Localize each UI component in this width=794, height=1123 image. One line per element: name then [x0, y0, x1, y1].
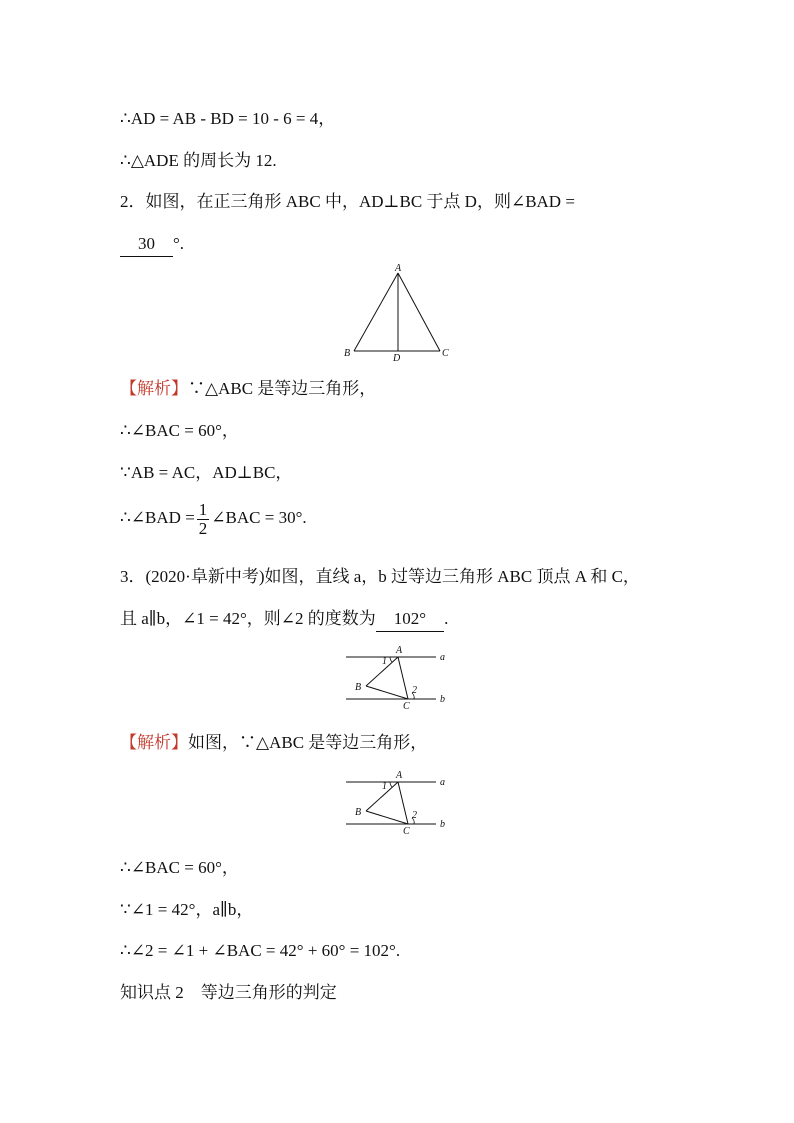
solution-line-3: ∵AB = AC，AD⊥BC，: [120, 463, 293, 482]
analysis-label: 【解析】: [120, 733, 188, 752]
question-2-answer-line: [120, 232, 184, 257]
analysis-label: 【解析】: [120, 379, 188, 398]
solution-text: ∴∠BAD =: [120, 508, 195, 527]
figure-equilateral-triangle-altitude: [340, 260, 455, 366]
angle-label-1: 1: [382, 781, 387, 792]
label-b: B: [355, 807, 362, 818]
line-label-b: b: [440, 819, 445, 830]
question-text: 且 a∥b，∠1 = 42°，则∠2 的度数为: [120, 609, 376, 628]
fraction-one-half: [197, 501, 210, 538]
period: .: [444, 609, 449, 628]
label-b: B: [344, 348, 351, 359]
figure-parallel-lines-triangle-copy: [340, 767, 455, 837]
question-2-text: 2．如图，在正三角形 ABC 中，AD⊥BC 于点 D，则∠BAD =: [120, 192, 575, 211]
solution-line-6: ∴∠BAC = 60°，: [120, 858, 239, 877]
solution-text: ∠BAC = 30°.: [211, 508, 307, 527]
solution-text: 如图，∵△ABC 是等边三角形，: [188, 733, 428, 752]
angle-label-2: 2: [412, 810, 417, 821]
angle-label-2: 2: [412, 685, 417, 696]
solution-line-4: [120, 500, 307, 538]
solution-text: ∵△ABC 是等边三角形，: [188, 379, 377, 398]
section-heading: 知识点 2 等边三角形的判定: [120, 983, 337, 1002]
label-b: B: [355, 682, 362, 693]
question-3-text: 3．(2020·阜新中考)如图，直线 a，b 过等边三角形 ABC 顶点 A 和 C，: [120, 567, 640, 586]
label-d: D: [393, 353, 401, 364]
solution-line-1: [120, 377, 376, 401]
fraction-numerator: 1: [198, 499, 208, 519]
question-3-text-2: [120, 607, 448, 632]
label-a: A: [395, 263, 402, 274]
label-a: A: [396, 645, 403, 656]
question-2-answer: 30: [120, 232, 173, 257]
fraction-denominator: 2: [198, 518, 208, 538]
label-a: A: [396, 770, 403, 781]
line-label-a: a: [440, 777, 445, 788]
angle-label-1: 1: [382, 656, 387, 667]
label-c: C: [442, 348, 449, 359]
label-c: C: [403, 826, 410, 837]
solution-line-2: ∴∠BAC = 60°，: [120, 421, 239, 440]
solution-line-8: ∴∠2 = ∠1 + ∠BAC = 42° + 60° = 102°.: [120, 941, 401, 960]
question-3-answer: 102°: [376, 607, 444, 632]
solution-line-7: ∵∠1 = 42°，a∥b，: [120, 900, 254, 919]
solution-line-5: [120, 731, 427, 755]
proof-line-ad: ∴AD = AB - BD = 10 - 6 = 4，: [120, 109, 336, 128]
proof-line-perimeter: ∴△ADE 的周长为 12.: [120, 151, 277, 170]
degree-unit: °.: [173, 234, 185, 253]
line-label-a: a: [440, 652, 445, 663]
line-label-b: b: [440, 694, 445, 705]
label-c: C: [403, 701, 410, 712]
figure-parallel-lines-triangle: [340, 642, 455, 712]
